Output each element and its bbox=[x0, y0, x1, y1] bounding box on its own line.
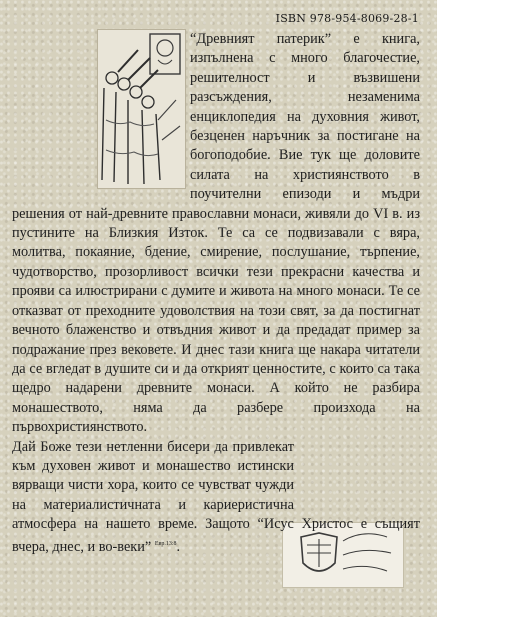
description-text bbox=[12, 30, 420, 557]
illustration-spacer bbox=[12, 30, 190, 186]
verse-reference: Евр.13:8 bbox=[154, 540, 177, 547]
paragraph-2-text: Дай Боже тези нетленни бисери да привлекат към духовен живот и монашество истински вярващи чисти хора, които се чувстват чужди на материалистичната и кариеристична атмосфера на нашето време. Защото “Исус Христос е същият вчера, днес, и во-веки” bbox=[12, 438, 420, 555]
verse-end: . bbox=[176, 538, 181, 555]
paragraph-1: “Древният патерик” е книга, изпълнена с много благочестие, решителност и възвишени разсъждения, незаменима енциклопедия на духовния живот, безценен наръчник за постигане на богоподобие. Вие тук ще доловите силата на християнството в поучителни епизоди и мъдри решения от най-древните православни монаси, живяли до VI в. из пустините на Близкия Изток. Те са се подвизавали с вяра, молитва, покаяние, бдение, смирение, послушание, търпение, чудотворство, прозорливост всички тези прекрасни качества и прояви са илюстрирани с думите и живота на много монаси. Те се отказват от преходните удоволствия на този свят, за да постигнат вечното блаженство и отвъдния живот и да предадат пример за подражание през вековете. И днес тази книга ще накара читатели да се вгледат в душите си и да открият ценностите, с които са така щедро надарени древните монаси. А който не разбира монашеството, няма да разбере произхода на първохристиянството. bbox=[12, 31, 420, 436]
seal-spacer bbox=[294, 440, 420, 512]
isbn-number: ISBN 978-954-8069-28-1 bbox=[275, 12, 419, 25]
